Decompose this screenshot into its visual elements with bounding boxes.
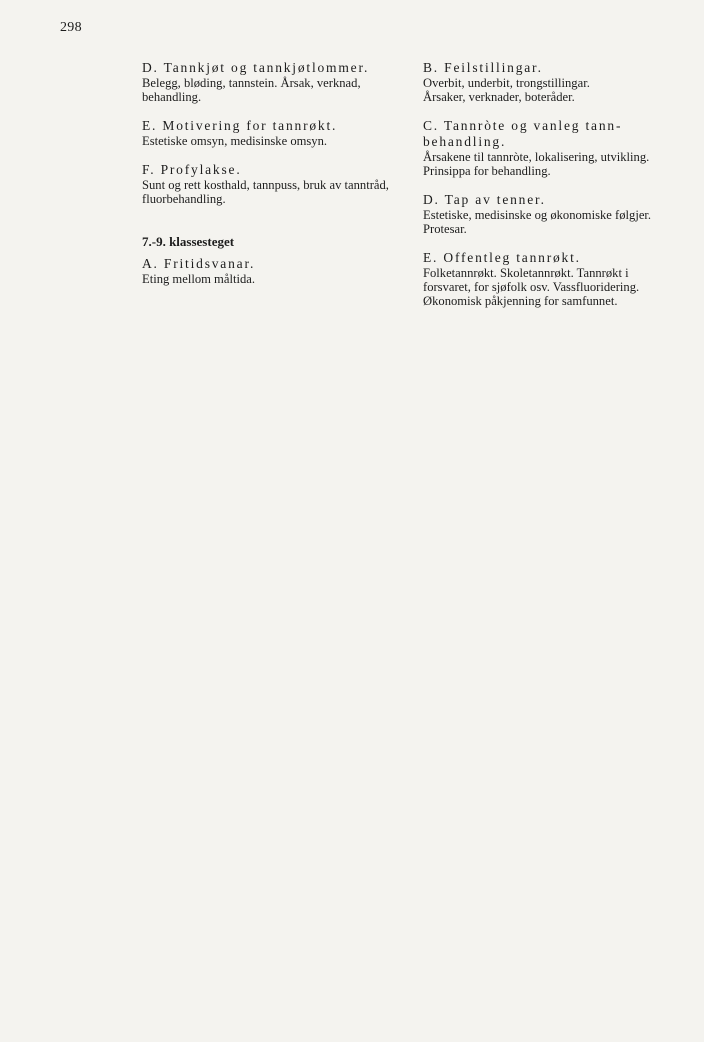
section-heading: E. Motivering for tannrøkt.: [142, 118, 338, 133]
section-line: Belegg, bløding, tannstein. Årsak, verknad, behandling.: [142, 76, 361, 104]
section-line: Overbit, underbit, trongstillingar.: [423, 76, 590, 90]
section-heading: F. Profylakse.: [142, 162, 242, 177]
section-line: Sunt og rett kosthald, tannpuss, bruk av tanntråd, fluorbehandling.: [142, 178, 389, 206]
subsection-title: 7.-9. klassesteget: [142, 234, 235, 249]
section-body: [142, 178, 400, 206]
section-heading: B. Feilstillingar.: [423, 60, 543, 75]
section-line: Estetiske omsyn, medisinske omsyn.: [142, 134, 328, 148]
section-line: Protesar.: [423, 222, 467, 236]
section-heading: D. Tannkjøt og tannkjøtlommer.: [142, 60, 370, 75]
page-number: 298: [60, 20, 82, 35]
section-line: Folketannrøkt. Skoletannrøkt. Tannrøkt i forsvaret, for sjøfolk osv. Vassfluoridering.: [423, 266, 640, 294]
section-tannkjot: [142, 60, 400, 104]
section-line: Årsaker, verknader, boteråder.: [423, 90, 575, 104]
section-line: Estetiske, medisinske og økonomiske følgjer.: [423, 208, 652, 222]
section-motivering: [142, 118, 400, 148]
section-tap-av-tenner: [423, 192, 677, 236]
section-offentleg-tannrokt: [423, 250, 677, 308]
section-heading: E. Offentleg tannrøkt.: [423, 250, 581, 265]
section-heading: A. Fritidsvanar.: [142, 256, 256, 271]
section-body: [142, 272, 400, 286]
section-line: Prinsippa for behandling.: [423, 164, 551, 178]
section-feilstillingar: [423, 60, 677, 104]
section-line: Årsakene til tannròte, lokalisering, utvikling.: [423, 150, 650, 164]
section-line: Eting mellom måltida.: [142, 272, 255, 286]
section-profylakse: [142, 162, 400, 206]
section-heading: D. Tap av tenner.: [423, 192, 546, 207]
section-tannrote: [423, 118, 677, 178]
section-body: [423, 76, 677, 104]
section-body: [423, 150, 677, 178]
section-fritidsvanar: [142, 256, 400, 286]
section-heading: C. Tannròte og vanleg tann-behandling.: [423, 118, 623, 149]
left-column: [142, 60, 400, 300]
right-column: [423, 60, 677, 322]
section-body: [142, 134, 400, 148]
section-line: Økonomisk påkjenning for samfunnet.: [423, 294, 618, 308]
section-body: [423, 208, 677, 236]
section-body: [142, 76, 400, 104]
section-body: [423, 266, 677, 308]
